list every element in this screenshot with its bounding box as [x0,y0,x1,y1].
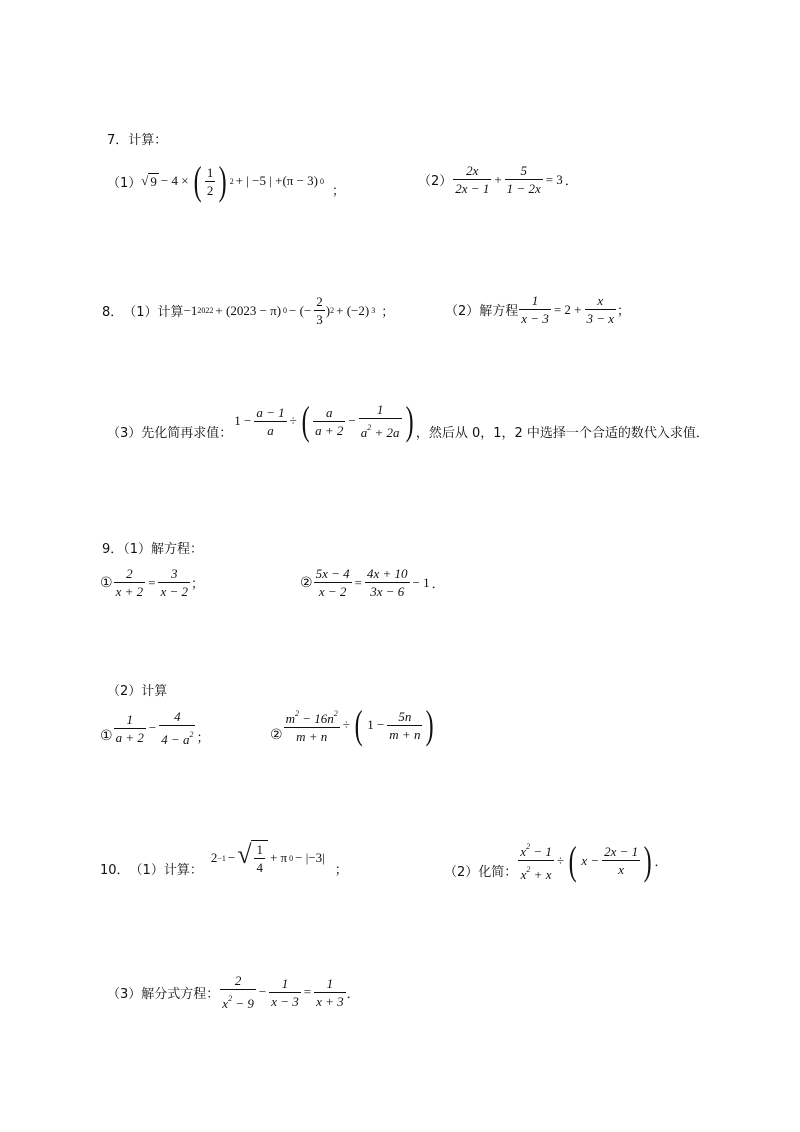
q8-part1: 8． （1）计算 −1 2022 + (2023 − π) 0 − (− $\frac{2}{3}$ ) 2 + (−2) 3 ； [102,294,395,327]
q9-title: 9．（1）解方程： [102,542,204,557]
q8-part3: （3）先化简再求值： 1 − $\frac{a - 1}{a}$ ÷ ( a a + 2 − $\frac{1}{a^2 + 2a}$ ) ，然后从 0，1，2 中选择一个合适的数代入求值． [107,398,709,443]
q9-calc2: ② $\frac{m^2 - 16n^2}{m + n}$ ÷ ( 1 − $\frac{5n}{m + n}$ ) [270,702,435,747]
q10-part2: （2）化简： $\frac{x^2 - 1}{x^2 + x}$ ÷ ( x − $\frac{2x - 1}{x}$ ) ． [444,837,668,883]
part-label: （1） [107,175,142,191]
q7-title: 7．计算： [107,133,168,148]
q7-part2: （2） 2x 2x − 1 + $\frac{5}{1 - 2x}$ = 3 ． [418,163,578,196]
q8-part2: （2）解方程 $\frac{1}{x - 3}$ = 2 + $\frac{x}{3 - x}$ ； [445,293,631,326]
q10-part3: （3）解分式方程： 2 $x^2 - 9$ − $\frac{1}{x - 3}$ = $\frac{1}{x + 3}$ ． [107,973,360,1011]
q9-calc1: ① 1 a + 2 − $\frac{4}{4 - a^2}$ ； [100,709,210,747]
sqrt-symbol: √ $\frac{1}{4}$ [237,840,268,876]
math-expression: √ 9 − 4 × ( 1 2 ) 2 + | −5 | +(π − 3) 0 [141,158,325,203]
sqrt-symbol: √ 9 [141,172,157,189]
q10-part1: 10． （1）计算： 2 −1 − √ $\frac{1}{4}$ + π 0 − |−3| ； [100,840,348,878]
q9-eq2: ② $\frac{5x - 4}{x - 2}$ = $\frac{4x + 10}{3x - 6}$ − 1 ． [300,566,445,599]
q9-eq1: ① $\frac{2}{x + 2}$ = $\frac{3}{x - 2}$ ； [100,566,205,599]
q9-sub2: （2）计算 [107,684,168,699]
q7-part1: （1） √ 9 − 4 × ( 1 2 ) 2 + | −5 | +(π − 3) 0 ； [107,158,346,203]
